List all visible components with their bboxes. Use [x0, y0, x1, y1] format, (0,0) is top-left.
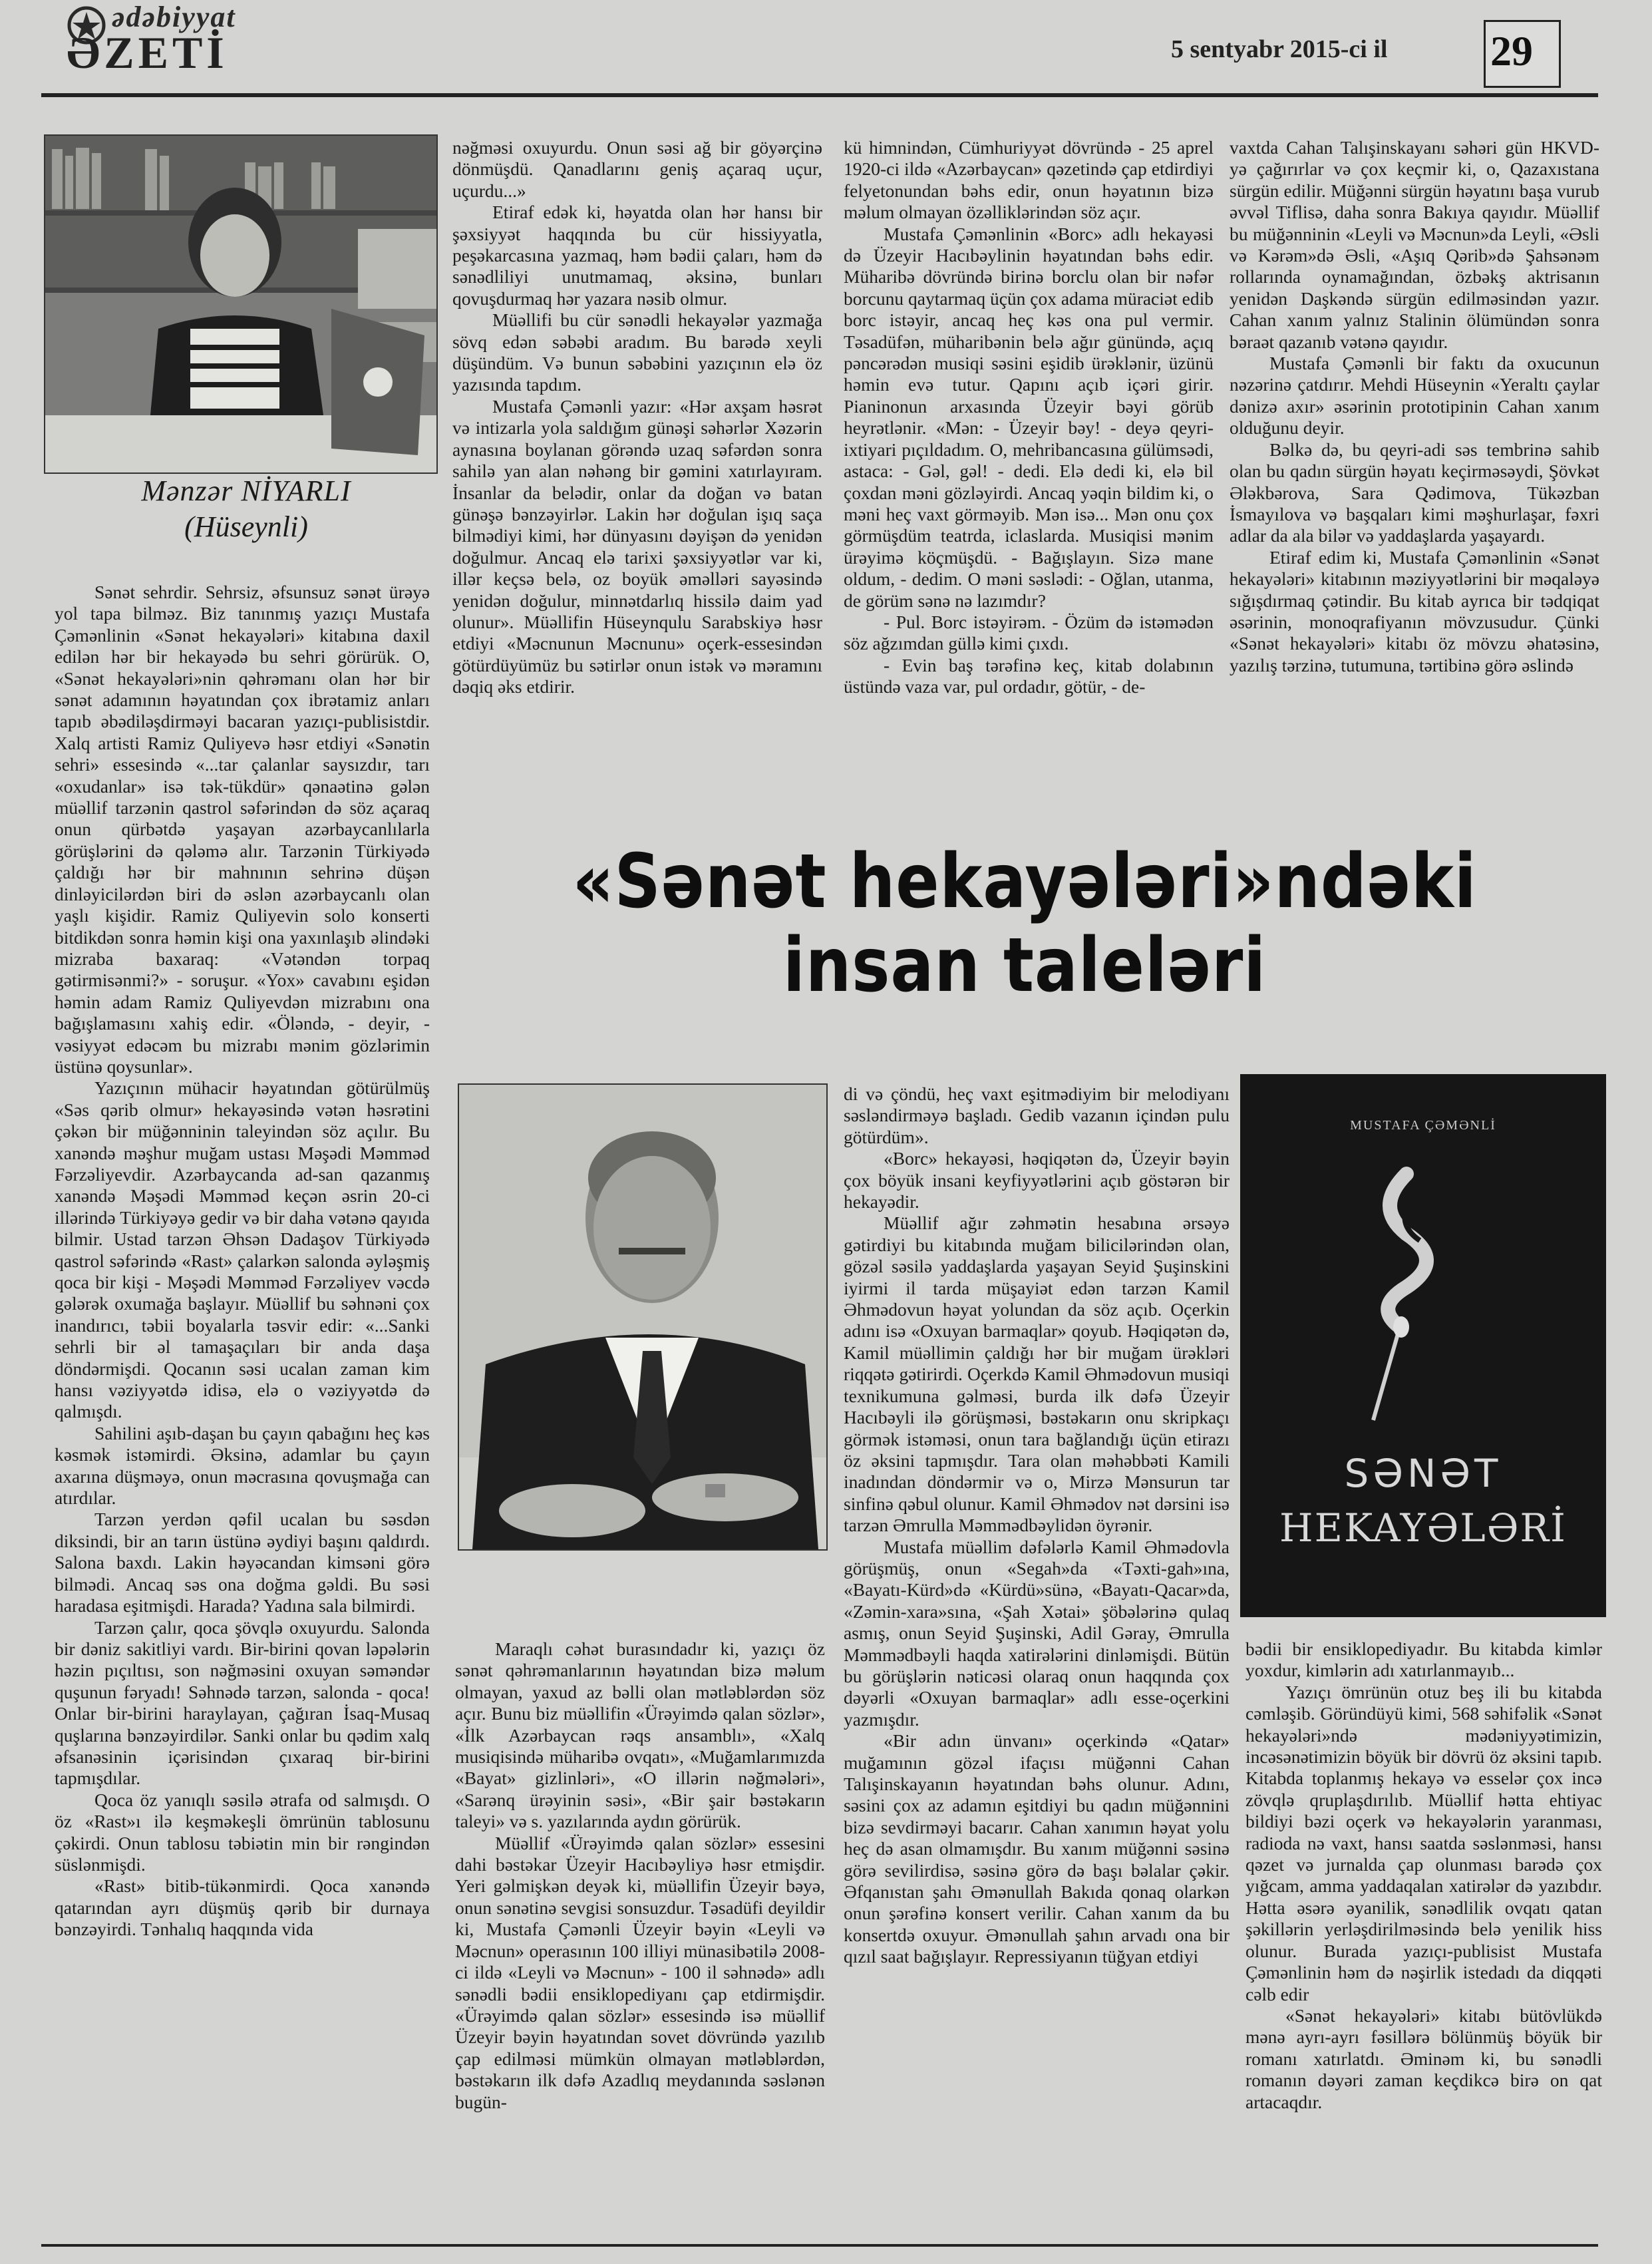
- article-column-1: [55, 582, 430, 1941]
- author-maiden-name: (Hüseynli): [184, 510, 308, 543]
- paragraph: - Evin baş tərəfinə keç, kitab dolabının üstündə vaza var, pul ordadır, götür, - de-: [844, 654, 1214, 697]
- article-headline: [521, 840, 1528, 1008]
- paragraph: nəğməsi oxuyurdu. Onun səsi ağ bir göyərçinə dönmüşdü. Qanadlarını geniş açaraq uçur, uçurdu...»: [452, 137, 822, 201]
- book-cover-author: MUSTAFA ÇƏMƏNLİ: [1350, 1118, 1496, 1133]
- headline-line-2: insan taleləri: [782, 922, 1267, 1009]
- paragraph: «Borc» hekayəsi, həqiqətən də, Üzeyir bəyin çox böyük insani keyfiyyətlərini açıb göstərən bir hekayədir.: [844, 1148, 1230, 1213]
- footer-rule: [41, 2244, 1598, 2247]
- article-column-3-bottom: [844, 1083, 1230, 1968]
- paragraph: Mustafa Çəmənlinin «Borc» adlı hekayəsi də Üzeyir Hacıbəylinin həyatından bəhs edir. Müharibə dövründə birinə borclu olan bir nəfər borcunu qaytarmaq üçün çox adama müraciət edib borc istəyir, ancaq heç kəs ona pul vermir. Təsadüfən, müharibənin belə ağır günündə, açıq pəncərədən musiqi səsini eşidib ürəklənir, üzünü həmin evə tutur. Qapını açıb içəri girir. Pianinonun arxasında Üzeyir bəyi görüb heyrətlənir. «Mən: - Üzeyir bəy! - deyə qeyri-ixtiyari pıçıldadım. O, mehribancasına gülümsədi, astaca: - Gəl, gəl! - dedi. Elə dedi ki, elə bil çoxdan məni gözləyirdi. Ancaq yəqin bildim ki, o məni heç vaxt görməyib. Mən isə... Mən onu çox görmüşdüm teatrda, iclaslarda. Musiqisi mənim ürəyimə köçmüşdü. - Bağışlayın. Sizə mane oldum, - dedim. O məni səslədi: - Oğlan, utanma, de görüm sənə nə lazımdır?: [844, 223, 1214, 611]
- paragraph: «Sənət hekayələri» kitabı bütövlükdə mənə ayrı-ayrı fəsillərə bölünmüş böyük bir romanı xatırlatdı. Əminəm ki, bu sənədli romanın dəyəri zaman keçdikcə birə on qat artacaqdır.: [1245, 2004, 1602, 2112]
- paragraph: Mustafa Çəmənli yazır: «Hər axşam həsrət və intizarla yola saldığım günəşi səhərlər Xəzərin aynasına boylanan görəndə uzaq səfərdən sonra sahilə yan alan nəhəng bir gəmini xatırlayıram. İnsanlar da belədir, onlar da doğan və batan günəşə bənzəyirlər. Lakin hər doğulan işıq saça bilmədiyi kimi, hər dünyasını dəyişən də yenidən doğulmur. Ancaq elə tarixi şəxsiyyətlər var ki, illər keçsə belə, oz boyük əməlləri sayəsində yenidən doğulur, minnətdarlıq hissilə daim yad olunur». Müəllifin Hüseynqulu Sarabskiyə həsr etdiyi «Məcnunun Məcnunu» oçerk-essesindən götürdüyümüz bu sətirlər onun istək və məramını dəqiq əks etdirir.: [452, 395, 822, 697]
- article-column-3-top: [844, 137, 1214, 698]
- paragraph: Müəllif «Ürəyimdə qalan sözlər» essesini dahi bəstəkar Üzeyir Hacıbəyliyə həsr etmişdir. Yeri gəlmişkən deyək ki, müəllifin Üzeyir bəyə, onun sənətinə sevgisi sonsuzdur. Təsadüfi deyildir ki, Mustafa Çəmənli Üzeyir bəyin «Leyli və Məcnun» operasının 100 illiyi münasibətilə 2008-ci ildə «Leyli və Məcnun» - 100 il səhnədə» adlı sənədli bədii ensiklopediyanı çap etdirmişdir. «Ürəyimdə qalan sözlər» essesində isə müəllif Üzeyir bəyin həyatından sovet dövründə yazılıb çap edilməsi mümkün olmayan mətləblərdən, bəstəkarın ilk dəfə Azadlıq meydanında səslənən bugün-: [455, 1832, 825, 2112]
- article-column-2-top: [452, 137, 822, 698]
- author-photo: [44, 134, 438, 474]
- paragraph: Müəllif ağır zəhmətin hesabına ərsəyə gətirdiyi bu kitabında muğam bilicilərindən olan, gözəl səsilə yaddaşlarda yaşayan Seyid Şuşinskini iyirmi il tarda müşayiət edən tarzən Kamil Əhmədovun həyat yolundan da söz açıb. Oçerkin adını isə «Oxuyan barmaqlar» qoyub. Həqiqətən də, Kamil müəllimin çaldığı hər bir muğam ürəkləri riqqətə gətirirdi. Oçerkdə Kamil Əhmədovun musiqi texnikumuna gəlməsi, burda ilk dəfə Üzeyir Hacıbəyli ilə görüşməsi, bəstəkarın onu skripkaçı görmək istəməsi, onun tara bağlandığı üçün etirazı öz əksini tapmışdır. Tara olan məhəbbəti Kamili inadından döndərmir və o, Mirzə Mənsurun tar sinfinə qəbul olunur. Kamil Əhmədov nət dərsini isə tarzən Əmrulla Məmmədbəylidən öyrənir.: [844, 1213, 1230, 1536]
- masthead-logo-line1: ədəbiyyat: [112, 1, 236, 33]
- paragraph: Mustafa müəllim dəfələrlə Kamil Əhmədovla görüşmüş, onun «Segah»da «Təxti-gah»ına, «Bayatı-Kürd»də «Kürdü»sünə, «Bayatı-Qacar»da, «Zəmin-xara»sına, «Şah Xətai» şöbələrinə qulaq asmış, onun Seyid Şuşinski, Adil Gəray, Əmrulla Məmmədbəyli haqda xatirələrini dinləmişdi. Bütün bu görüşlərin nəticəsi olaraq onun haqqında çox dəyərli «Oxuyan barmaqlar» adlı esse-oçerkini yazmışdır.: [844, 1536, 1230, 1730]
- book-cover-title-line2: HEKAYƏLƏRİ: [1279, 1505, 1567, 1551]
- paragraph: «Bir adın ünvanı» oçerkində «Qatar» muğamının gözəl ifaçısı müğənni Cahan Talışinskayanın həyatından bəhs olunur. Adını, səsini çox az adamın eşitdiyi bu qadın müğənnini bizə sevdirməyi bacarır. Cahan xanımın həyat yolu heç də asan olmamışdır. Bu xanım müğənni səsinə görə sevilirdisə, səsinə görə də başı bəlalar çəkir. Əfqanıstan şahı Əmənullah Bakıda qonaq olarkən onun şərəfinə konsert verilir. Cahan xanım da bu konsertdə oxuyur. Əmənullah şahın arvadı ona bir qızıl saat bağışlayır. Repressiyanın tüğyan etdiyi: [844, 1730, 1230, 1967]
- issue-date: 5 sentyabr 2015-ci il: [1171, 35, 1388, 63]
- paragraph: di və çöndü, heç vaxt eşitmədiyim bir melodiyanı səsləndirməyə başladı. Gedib vazanın içindən pulu götürdüm».: [844, 1083, 1230, 1147]
- paragraph: Maraqlı cəhət burasındadır ki, yazıçı öz sənət qəhrəmanlarının həyatından bizə məlum olmayan, yaxud az bəlli olan mətləblərdən söz açır. Bunu biz müəllifin «Ürəyimdə qalan sözlər», «İlk Azərbaycan rəqs ansamblı», «Xalq musiqisində müharibə ovqatı», «Muğamlarımızda «Bayat» gizlinləri», «O illərin nəğmələri», «Sarənq ürəyinin səsi», «Bir şair bəstəkarın taleyi» və s. yazılarında aydın görürük.: [455, 1638, 825, 1832]
- paragraph: vaxtda Cahan Talışinskayanı səhəri gün HKVD-yə çağırırlar və çox keçmir ki, o, Qazaxıstana sürgün edilir. Müğənni sürgün həyatını başa vurub əvvəl Tiflisə, daha sonra Bakıya qayıdır. Müəllif bu müğənninin «Leyli və Məcnun»da Leyli, «Əsli və Kərəm»də Əsli, «Aşıq Qərib»də Şahsənəm rollarında oynamağından, özbəkş aktrisanın yenidən Daşkəndə sürgün edilməsindən yazır. Cahan xanım yalnız Stalinin ölümündən sonra bəraət qazanıb vətənə qayıdır.: [1230, 137, 1599, 352]
- book-cover-title-line1: SƏNƏT: [1344, 1451, 1502, 1496]
- paragraph: Sənət sehrdir. Sehrsiz, əfsunsuz sənət ürəyə yol tapa bilməz. Biz tanınmış yazıçı Mustafa Çəmənlinin «Sənət hekayələri» kitabına daxil edilən hər bir hekayədə bu sehri görürük. O, «Sənət hekayələri»nin qəhrəmanı olan hər bir sənət adamının həyatından çox ibrətamiz anları tapıb əbədiləşdirməyi bacaran yazıçı-publisistdir. Xalq artisti Ramiz Quliyevə həsr etdiyi «Sənətin sehri» essesində «...tar çalanlar saysızdır, tarı «oxudanlar» isə tək-tükdür» qənaətinə gələn müəllif tarzənin qastrol səfərindən də söz açaraq onun qürbətdə yaşayan azərbaycanlılarla görüşlərini də qələmə alır. Tarzənin Türkiyədə çaldığı hər bir mahnının sehrinə düşən dinləyicilərdən biri də əslən azərbaycanlı olan yaşlı kişidir. Ramiz Quliyevin solo konserti bitdikdən sonra həmin kişi ona yaxınlaşıb əlindəki mizraba baxaraq: «Vətəndən torpaq gətirmisənmi?» - soruşur. «Yox» cavabını eşidən həmin adam Ramiz Quliyevdən mizrabını ona bağışlamasını xahiş edir. «Öləndə, - deyir, - vəsiyyət edəcəm bu mizrabı mənim gözlərimin üstünə qoysunlar».: [55, 582, 430, 1077]
- paragraph: Etiraf edək ki, həyatda olan hər hansı bir şəxsiyyət haqqında bu cür hissiyyatla, peşəkarcasına yazmaq, həm bədii çaları, həm də sənədliliyi unutmamaq, əksinə, bunları qovuşdurmaq hər yazara nəsib olmur.: [452, 202, 822, 309]
- paragraph: Mustafa Çəmənli bir faktı da oxucunun nəzərinə çatdırır. Mehdi Hüseynin «Yeraltı çaylar dənizə axır» əsərinin prototipinin Cahan xanım olduğunu deyir.: [1230, 353, 1599, 439]
- paragraph: Yazıçı ömrünün otuz beş ili bu kitabda cəmləşib. Göründüyü kimi, 568 səhifəlik «Sənət hekayələri»ndə mədəniyyətimizin, incəsənətimizin böyük bir dövrü öz əksini tapıb. Kitabda toplanmış hekayə və esselər çox incə zövqlə qruplaşdırılıb. Müəllif hətta ehtiyac bildiyi bəzi oçerk və hekayələrin yaranması, radioda nə vaxt, hansı saatda səslənməsi, hansı qəzet və jurnalda çap olunması barədə çox yığcam, amma yaddaqalan xatirələr də yazıbdır. Hətta əsərə əyanilik, sənədlilik ovqatı qatan şəkillərin yerləşdirilməsində belə yenilik hiss olunur. Burada yazıçı-publisist Mustafa Çəmənlinin həm də nəşirlik istedadı da diqqəti cəlb edir: [1245, 1681, 1602, 2004]
- paragraph: Qoca öz yanıqlı səsilə ətrafa od salmışdı. O öz «Rast»ı ilə keşməkeşli ömrünün tablosunu çəkirdi. Onun tablosu təbiətin min bir rəngindən süslənmişdi.: [55, 1789, 430, 1875]
- paragraph: Bəlkə də, bu qeyri-adi səs tembrinə sahib olan bu qadın sürgün həyatı keçirməsəydi, Şövkət Ələkbərova, Sara Qədimova, Tükəzban İsmayılova və başqaları kimi məşhurlaşar, fəxri adlar da ala bilər və yaddaşlarda yaşayardı.: [1230, 439, 1599, 546]
- paragraph: bədii bir ensiklopediyadır. Bu kitabda kimlər yoxdur, kimlərin adı xatırlanmayıb...: [1245, 1638, 1602, 1681]
- paragraph: Etiraf edim ki, Mustafa Çəmənlinin «Sənət hekayələri» kitabının məziyyətlərini bir məqaləyə sığışdırmaq çətindir. Bu kitab ayrıca bir tədqiqat əsərinin, monoqrafiyanın mövzusudur. Çünki «Sənət hekayələri» kitabı öz mövzu əhatəsinə, yazılış tərzinə, tutumuna, tərtibinə görə əslində: [1230, 546, 1599, 675]
- header-rule: [41, 93, 1598, 97]
- masthead-logo-line2: ƏZETİ: [67, 27, 228, 78]
- page-number: 29: [1490, 27, 1533, 75]
- paragraph: - Pul. Borc istəyirəm. - Özüm də istəmədən söz ağzımdan güllə kimi çıxdı.: [844, 611, 1214, 654]
- article-column-2-bottom: [455, 1638, 825, 2113]
- paragraph: Müəllifi bu cür sənədli hekayələr yazmağa sövq edən səbəbi aradım. Bu barədə xeyli düşündüm. Və bunun səbəbini yazıçının elə öz yazısında tapdım.: [452, 309, 822, 395]
- author-name: Mənzər NİYARLI: [141, 474, 351, 507]
- headline-line-1: «Sənət hekayələri»ndəki: [572, 839, 1477, 925]
- paragraph: Tarzən yerdən qəfil ucalan bu səsdən diksindi, bir an tarın üstünə əydiyi başını qaldırdı. Salona baxdı. Lakin həyəcandan kimsəni görə bilmədi. Ancaq səs ona doğma gəldi. Bu səsi haradasa eşitmişdi. Harada? Yadına sala bilmirdi.: [55, 1509, 430, 1616]
- paragraph: Sahilini aşıb-daşan bu çayın qabağını heç kəs kəsmək istəmirdi. Əksinə, adamlar bu çayın axarına düşməyə, onun məcrasına qovuşmağa can atırdılar.: [55, 1422, 430, 1509]
- article-column-4-bottom: [1245, 1638, 1602, 2113]
- paragraph: kü himnindən, Cümhuriyyət dövründə - 25 aprel 1920-ci ildə «Azərbaycan» qəzetində çap etdirdiyi felyetonundan bəhs edir, onun həyatının bizə məlum olmayan özəlliklərindən söz açır.: [844, 137, 1214, 223]
- article-column-4-top: [1230, 137, 1599, 676]
- paragraph: Tarzən çalır, qoca şövqlə oxuyurdu. Salonda bir dəniz sakitliyi vardı. Bir-birini qovan ləpələrin həzin pıçıltısı, son nəğməsini oxuyan səməndər quşunun fəryadı! Səhnədə tarzən, salonda - qoca! Onlar bir-birini haraylayan, çağıran İsaq-Musaq quşlarına bənzəyirdilər. Sanki onlar bu qədim xalq əfsanəsinin içərisindən çıxaraq bir-birini tapmışdılar.: [55, 1616, 430, 1789]
- subject-photo: [458, 1083, 828, 1551]
- paragraph: «Rast» bitib-tükənmirdi. Qoca xanəndə qatarından ayrı düşmüş qərib bir durnaya bənzəyirdi. Tənhalıq haqqında vida: [55, 1875, 430, 1940]
- paragraph: Yazıçının mühacir həyatından götürülmüş «Səs qərib olmur» hekayəsində vətən həsrətini çəkən bir müğənninin taleyindən söz açılır. Bu xanəndə məşhur muğam ustası Məşədi Məmməd Fərzəliyevdir. Azərbaycanda ad-san qazanmış xanəndə Məşədi Məmməd keçən əsrin 20-ci illərində Türkiyəyə gedir və bir daha vətənə qayıda bilmir. Ustad tarzən Əhsən Dadaşov Türkiyədə qastrol səfərində «Rast» çalarkən salonda əyləşmiş qoca bir kişi - Məşədi Məmməd Fərzəliyev vəcdə gələrək oxumağa başlayır. Müəllif bu səhnəni çox inandırıcı, təbii boyalarla təsvir edir: «...Sanki sehrli bir əl tamaşaçıları bir anda daşa döndərmişdi. Qocanın səsi ucalan zaman kim hansı vəziyyətdə idisə, elə o vəziyyətdə də qalmışdı.: [55, 1077, 430, 1422]
